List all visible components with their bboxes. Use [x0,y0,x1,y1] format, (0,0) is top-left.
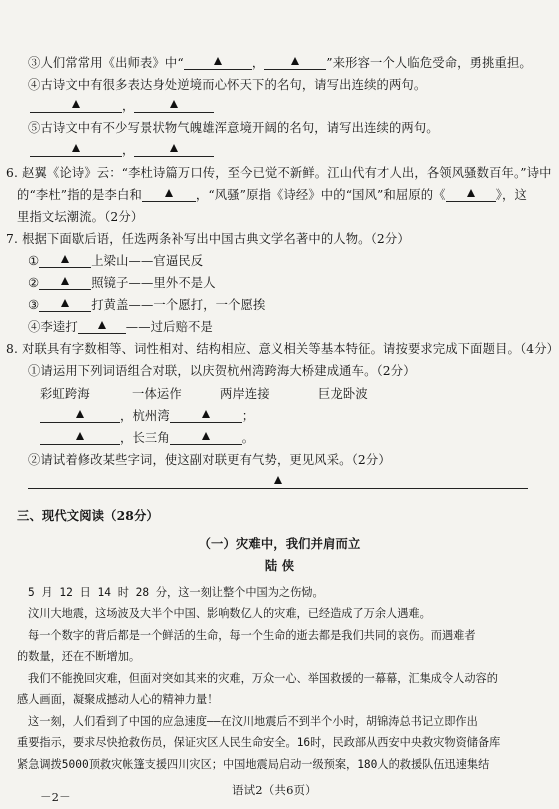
q8-couplet-row2: ，长三角 。 [40,430,254,446]
footer-label: 语试2（共6页） [232,783,317,797]
triangle-marker-icon [291,57,299,65]
q5-line3: ③人们常常用《出师表》中“ ， ”来形容一个人临危受命，勇挑重担。 [28,56,532,70]
triangle-marker-icon [76,410,84,418]
answer-blank[interactable] [446,187,496,202]
triangle-marker-icon [202,432,210,440]
q7-item: ① 上梁山——官逼民反 [28,254,204,268]
answer-blank[interactable] [170,430,242,445]
answer-blank[interactable] [170,408,242,423]
triangle-marker-icon [214,57,222,65]
q8-word: 巨龙卧波 [318,387,368,401]
triangle-marker-icon [61,277,69,285]
answer-blank[interactable] [142,187,196,202]
article-paragraph: 的数量，还在不断增加。 [17,650,141,663]
q8-word: 一体运作 [132,387,182,401]
triangle-marker-icon [165,189,173,197]
q8-stem: 8. 对联具有字数相等、词性相对、结构相应、意义相关等基本特征。请按要求完成下面题目。（4分） [6,342,559,356]
section-heading: 三、现代文阅读（28分） [17,508,159,523]
triangle-marker-icon [72,100,80,108]
answer-blank[interactable] [39,253,91,268]
article-paragraph: 每一个数字的背后都是一个鲜活的生命，每一个生命的逝去都是我们共同的哀伤。而遇难者 [28,629,476,642]
answer-blank[interactable] [134,142,214,157]
triangle-marker-icon [61,255,69,263]
answer-blank[interactable] [184,55,252,70]
q8-word: 彩虹跨海 [40,387,90,401]
article-paragraph: 5 月 12 日 14 时 28 分，这一刻让整个中国为之伤恸。 [28,586,324,599]
triangle-marker-icon [72,144,80,152]
q7-item: ③ 打黄盖——一个愿打，一个愿挨 [28,298,266,312]
article-paragraph: 重要指示，要求尽快抢救伤员，保证灾区人民生命安全。16时，民政部从西安中央救灾物资储备库 [17,736,501,749]
triangle-marker-icon [202,410,210,418]
triangle-marker-icon [170,100,178,108]
answer-blank[interactable] [30,142,122,157]
q8-word: 两岸连接 [220,387,270,401]
q6-line3: 里指文坛潮流。（2分） [17,210,144,224]
q7-item: ② 照镜子——里外不是人 [28,276,216,290]
article-author: 陆 侠 [264,558,295,573]
q5-line5-answers: ， [30,142,214,158]
q7-item: ④李逵打 ——过后赔不是 [28,320,213,334]
q7-stem: 7. 根据下面歇后语，任选两条补写出中国古典文学名著中的人物。（2分） [6,232,410,246]
article-title: （一）灾难中，我们并肩而立 [198,536,361,551]
q8-sub2-answer [28,474,528,490]
triangle-marker-icon [76,432,84,440]
answer-blank[interactable] [30,98,122,113]
article-paragraph: 这一刻，人们看到了中国的应急速度——在汶川地震后不到半个小时，胡锦涛总书记立即作出 [28,715,478,728]
answer-blank[interactable] [40,408,120,423]
q8-couplet-row1: ，杭州湾 ； [40,408,254,424]
answer-blank[interactable] [40,430,120,445]
triangle-marker-icon [61,299,69,307]
q5-line4: ④古诗文中有很多表达身处逆境而心怀天下的名句，请写出连续的两句。 [28,78,427,92]
q6-line2: 的“李杜”指的是李白和 ，“风骚”原指《诗经》中的“国风”和屈原的《 》，这 [17,188,527,202]
q8-sub1: ①请运用下列词语组合对联，以庆贺杭州湾跨海大桥建成通车。（2分） [28,364,416,378]
q5-line4-answers: ， [30,98,214,114]
article-paragraph: 感人画面，凝聚成撼动人心的精神力量！ [17,693,219,706]
answer-blank[interactable] [39,275,91,290]
article-paragraph: 我们不能挽回灾难，但面对突如其来的灾难，万众一心、举国救援的一幕幕，汇集成令人动容的 [28,672,498,685]
answer-blank[interactable] [78,319,126,334]
page-number: －2－ [40,790,71,804]
article-paragraph: 汶川大地震，这场波及大半个中国、影响数亿人的灾难，已经造成了万余人遇难。 [28,607,431,620]
article-paragraph: 紧急调拨5000顶救灾帐篷支援四川灾区；中国地震局启动一级预案，180人的救援队伍迅速集结 [17,758,490,771]
triangle-marker-icon [467,189,475,197]
answer-blank[interactable] [39,297,91,312]
triangle-marker-icon [98,321,106,329]
q6-line1: 6. 赵翼《论诗》云：“李杜诗篇万口传，至今已觉不新鲜。江山代有才人出，各领风骚数百年。”诗中 [6,166,552,180]
answer-blank[interactable] [264,55,326,70]
q5-line5: ⑤古诗文中有不少写景状物气魄雄浑意境开阔的名句，请写出连续的两句。 [28,121,439,135]
triangle-marker-icon [274,476,282,484]
answer-blank[interactable] [134,98,214,113]
q8-sub2: ②请试着修改某些字词，使这副对联更有气势，更见风采。（2分） [28,453,391,467]
answer-blank[interactable] [28,474,528,489]
triangle-marker-icon [170,144,178,152]
